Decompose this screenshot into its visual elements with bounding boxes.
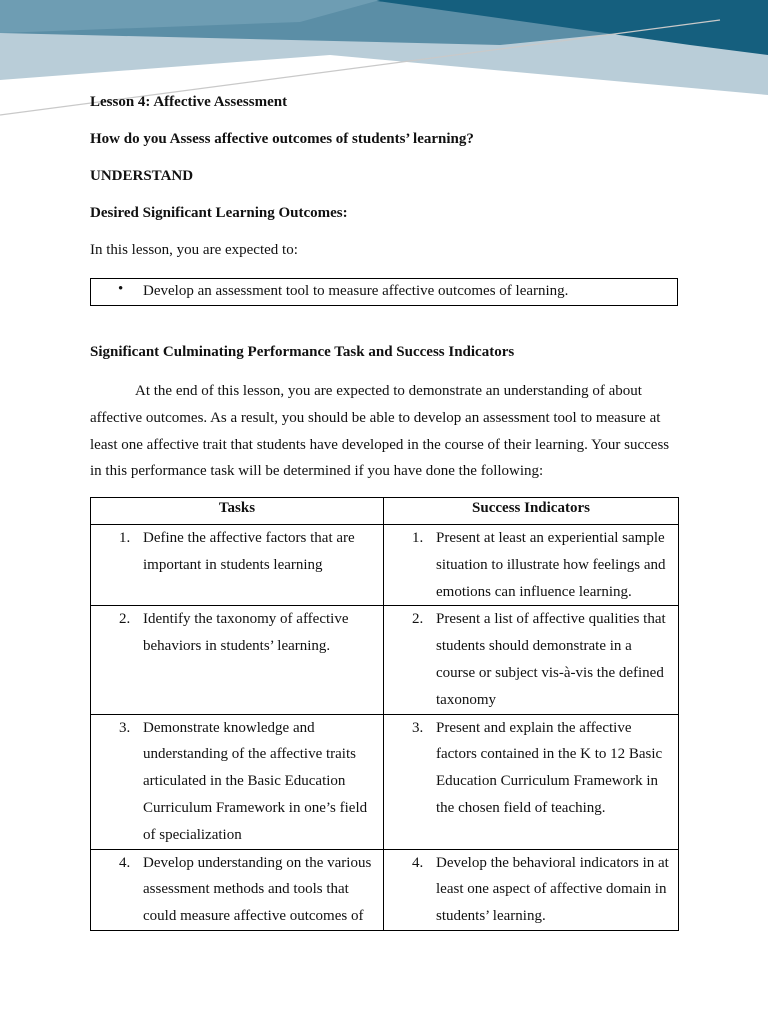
cell-line: course or subject vis-à-vis the defined (436, 664, 664, 681)
indicators-column-header: Success Indicators (384, 498, 679, 525)
cell-line: Present at least an experiential sample (436, 530, 665, 546)
cell-line: factors contained in the K to 12 Basic (436, 746, 663, 763)
task-cell (91, 714, 384, 849)
bullet-icon: • (118, 281, 124, 297)
cell-line: Define the affective factors that are (143, 530, 355, 546)
row-number: 2. (412, 611, 424, 628)
task-cell (91, 849, 384, 930)
cell-line: Demonstrate knowledge and (143, 719, 315, 736)
table-header-row (91, 498, 679, 525)
table-row (91, 606, 679, 714)
table-row (91, 714, 679, 849)
cell-line: Present and explain the affective (436, 719, 632, 736)
cell-line: students should demonstrate in a (436, 638, 632, 655)
row-number: 3. (119, 719, 131, 736)
guiding-question: How do you Assess affective outcomes of students’ learning? (90, 131, 474, 147)
outcomes-heading: Desired Significant Learning Outcomes: (90, 205, 348, 221)
cell-line: Education Curriculum Framework in (436, 773, 659, 790)
intro-text: In this lesson, you are expected to: (90, 242, 298, 258)
tasks-column-header: Tasks (91, 498, 384, 525)
cell-line: articulated in the Basic Education (143, 773, 346, 790)
row-number: 4. (119, 854, 131, 871)
row-number: 1. (412, 530, 424, 546)
task-paragraph (90, 378, 678, 485)
paragraph-line: affective outcomes. As a result, you should be able to develop an assessment tool to measure at (90, 409, 661, 426)
indicator-cell (384, 606, 679, 714)
indicator-cell (384, 849, 679, 930)
cell-line: of specialization (143, 826, 242, 843)
cell-line: Present a list of affective qualities that (436, 611, 666, 628)
cell-line: Identify the taxonomy of affective (143, 611, 349, 628)
cell-line: taxonomy (436, 691, 496, 708)
indicator-cell (384, 714, 679, 849)
paragraph-line: least one affective trait that students have developed in the course of their learning. Your success (90, 436, 670, 453)
row-number: 2. (119, 611, 131, 628)
cell-line: situation to illustrate how feelings and (436, 556, 666, 573)
paragraph-line: in this performance task will be determined if you have done the following: (90, 463, 544, 480)
cell-line: understanding of the affective traits (143, 746, 356, 763)
table-row (91, 525, 679, 606)
row-number: 1. (119, 530, 131, 546)
cell-line: important in students learning (143, 556, 323, 573)
outcome-bullet-box (90, 278, 678, 306)
indicator-cell (384, 525, 679, 606)
row-number: 4. (412, 854, 424, 871)
tasks-indicators-table (90, 497, 679, 931)
cell-line: Develop understanding on the various (143, 854, 372, 871)
cell-line: least one aspect of affective domain in (436, 881, 667, 898)
cell-line: students’ learning. (436, 908, 546, 925)
cell-line: assessment methods and tools that (143, 881, 349, 898)
cell-line: the chosen field of teaching. (436, 799, 606, 816)
row-number: 3. (412, 719, 424, 736)
outcome-bullet-text: Develop an assessment tool to measure affective outcomes of learning. (143, 283, 569, 299)
table-row (91, 849, 679, 930)
section-heading: UNDERSTAND (90, 168, 194, 184)
task-cell (91, 606, 384, 714)
cell-line: Develop the behavioral indicators in at (436, 854, 669, 871)
cell-line: Curriculum Framework in one’s field (143, 799, 368, 816)
paragraph-line: At the end of this lesson, you are expected to demonstrate an understanding of about (135, 383, 642, 399)
task-cell (91, 525, 384, 606)
lesson-title: Lesson 4: Affective Assessment (90, 94, 288, 110)
task-section-heading: Significant Culminating Performance Task and Success Indicators (90, 344, 515, 360)
cell-line: emotions can influence learning. (436, 583, 632, 600)
cell-line: could measure affective outcomes of (143, 908, 364, 925)
cell-line: behaviors in students’ learning. (143, 638, 331, 655)
